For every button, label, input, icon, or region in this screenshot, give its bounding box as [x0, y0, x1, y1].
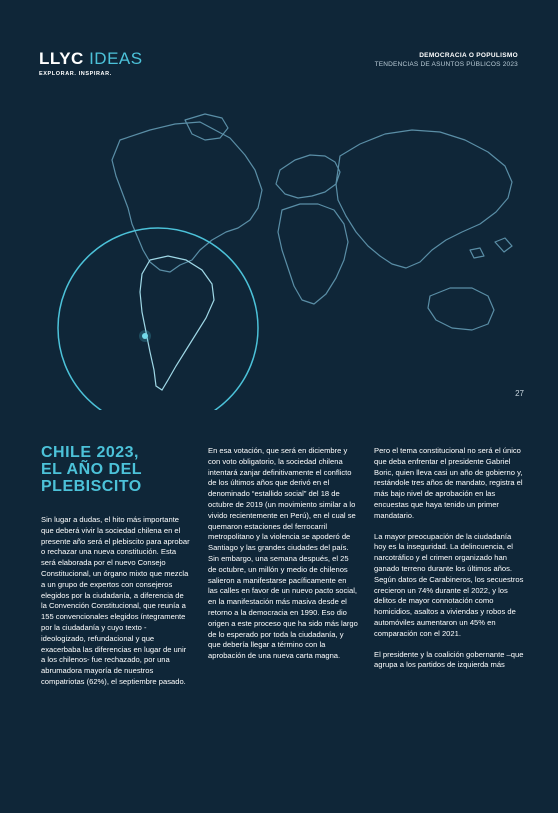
paragraph: La mayor preocupación de la ciudadanía hoy es la inseguridad. La delincuencia, el narcotráfico y el crimen organizado han ganado terreno durante los últimos años. Según datos de Carabineros, los secuestros crecieron un 74% durante el 2022, y los delitos de mayor connotación como homicidios, asaltos a viviendas y robos de automóviles aumentaron un 45% en comparación con el 2021.: [374, 531, 524, 638]
paragraph: Pero el tema constitucional no será el único que deba enfrentar el presidente Gabriel Boric, quien lleva casi un año de gobierno y, restándole tres años de mandato, registra el más bajo nivel de aprobación en las encuestas que haya tenido un primer mandatario.: [374, 446, 523, 520]
logo-tagline: EXPLORAR. INSPIRAR.: [39, 71, 112, 77]
highlight-circle: [58, 228, 258, 410]
section-title: DEMOCRACIA O POPULISMO: [419, 52, 518, 59]
logo-wordmark: [39, 50, 143, 68]
australia-outline: [428, 288, 494, 330]
greenland-outline: [185, 114, 228, 140]
logo-ideas: IDEAS: [89, 49, 143, 68]
column-3: [374, 446, 524, 681]
africa-outline: [278, 204, 348, 304]
paragraph: Sin lugar a dudas, el hito más importante que deberá vivir la sociedad chilena en el presente año será el plebiscito para aprobar o rechazar una nueva constitución. Esta será elaborada por el nuevo Consejo Constitucional, un órgano mixto que mezcla a un grupo de expertos con consejeros elegidos por la ciudadanía, a diferencia de la Convención Constitucional, que reunía a 155 convencionales elegidos íntegramente por la ciudadanía y cuyo texto -ideologizado, refundacional y que exacerbaba las diferencias en lugar de unir a los chilenos- fue rechazado, por una abrumadora mayoría de nuestros compatriotas (62%), el septiembre pasado.: [41, 515, 190, 686]
europe-outline: [276, 155, 340, 198]
paragraph: El presidente y la coalición gobernante –que agrupa a los partidos de izquierda más: [374, 649, 524, 670]
world-map-icon: [0, 100, 558, 410]
headline-line: EL AÑO DEL: [41, 461, 143, 478]
santiago-glow: [139, 330, 151, 342]
headline-line: CHILE 2023,: [41, 444, 139, 461]
section-subtitle: TENDENCIAS DE ASUNTOS PÚBLICOS 2023: [374, 61, 518, 68]
north-america-outline: [112, 122, 262, 272]
column-1: [41, 515, 191, 698]
logo-llyc: LLYC: [39, 49, 84, 68]
south-america-outline: [140, 256, 214, 390]
asia-outline: [336, 130, 512, 268]
running-header: [375, 52, 518, 69]
island-outline: [470, 248, 484, 258]
article-headline: [41, 444, 191, 495]
island-outline: [495, 238, 512, 252]
page-number: 27: [515, 389, 524, 398]
column-2: [208, 446, 358, 672]
headline-line: PLEBISCITO: [41, 478, 142, 495]
paragraph: En esa votación, que será en diciembre y con voto obligatorio, la sociedad chilena intentará zanjar definitivamente el conflicto de los últimos años que derivó en el denominado “estallido social” del 18 de octubre de 2019 (un movimiento similar a lo vivido recientemente en Perú), en el cual se quemaron estaciones del ferrocarril metropolitano y la violencia se apoderó de Santiago y las grandes ciudades del país. Sin embargo, una semana después, el 25 de octubre, un millón y medio de chilenos salieron a manifestarse pacíficamente en las calles en favor de un nuevo pacto social, en la manifestación más masiva desde el retorno a la democracia en 1990. Eso dio origen a este proceso que ha sido más largo de lo esperado por toda la ciudadanía, y que debería llegar a término con la aprobación de una nueva carta magna.: [208, 446, 358, 661]
logo: [39, 50, 143, 77]
